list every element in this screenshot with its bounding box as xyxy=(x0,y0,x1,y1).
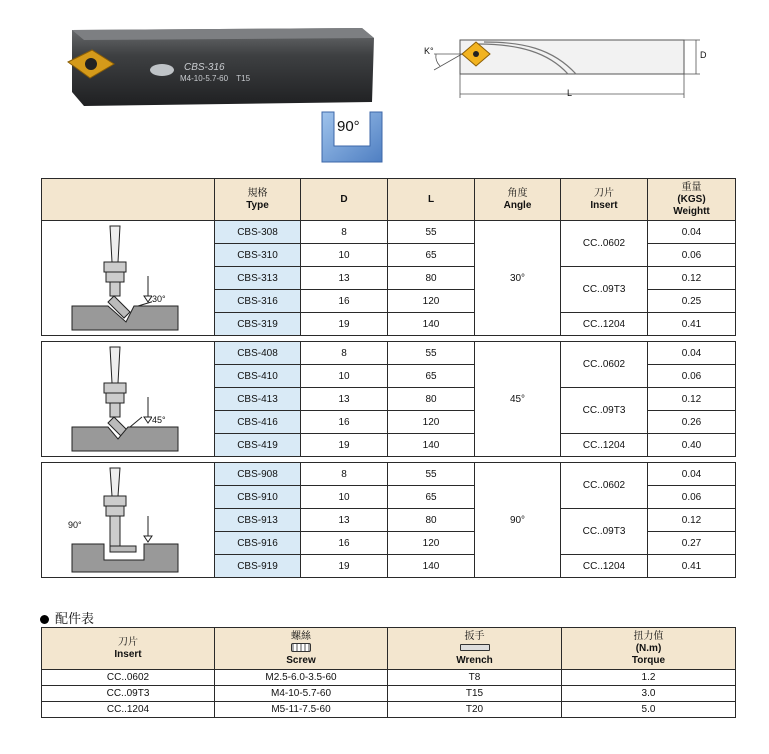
accessory-table xyxy=(41,627,736,718)
insert-cell: CC..09T3 xyxy=(561,267,648,313)
table-row xyxy=(42,342,736,365)
d-cell: 19 xyxy=(301,434,388,457)
weight-cell: 0.06 xyxy=(648,244,736,267)
angle-badge-label: 90° xyxy=(337,118,360,135)
insert-cell: CC..1204 xyxy=(561,313,648,336)
acc-wrench-cell: T15 xyxy=(388,686,562,702)
d-cell: 13 xyxy=(301,509,388,532)
angle-cell: 45° xyxy=(475,342,561,457)
d-label: D xyxy=(700,50,707,60)
type-cell: CBS-416 xyxy=(215,411,301,434)
header-insert: 刀片 Insert xyxy=(561,179,648,221)
weight-cell: 0.12 xyxy=(648,509,736,532)
tool-sublabel xyxy=(180,74,250,83)
acc-insert-cell: CC..1204 xyxy=(42,702,215,718)
type-cell: CBS-908 xyxy=(215,463,301,486)
accessory-row xyxy=(42,702,736,718)
type-cell: CBS-413 xyxy=(215,388,301,411)
angle-badge-icon xyxy=(318,106,386,166)
acc-screw-cell: M2.5-6.0-3.5-60 xyxy=(215,670,388,686)
insert-cell: CC..09T3 xyxy=(561,509,648,555)
acc-insert-cell: CC..09T3 xyxy=(42,686,215,702)
weight-cell: 0.04 xyxy=(648,221,736,244)
l-label: L xyxy=(567,88,573,98)
setup-illustration xyxy=(42,221,215,336)
type-cell: CBS-308 xyxy=(215,221,301,244)
l-cell: 65 xyxy=(388,365,475,388)
l-cell: 65 xyxy=(388,244,475,267)
type-cell: CBS-913 xyxy=(215,509,301,532)
d-cell: 19 xyxy=(301,555,388,578)
spec-table-header xyxy=(42,179,736,221)
d-cell: 10 xyxy=(301,365,388,388)
setup-angle-label: 45° xyxy=(152,415,166,425)
type-cell: CBS-916 xyxy=(215,532,301,555)
acc-wrench-cell: T20 xyxy=(388,702,562,718)
l-cell: 55 xyxy=(388,221,475,244)
d-cell: 8 xyxy=(301,342,388,365)
acc-header-wrench: 扳手 Wrench xyxy=(388,628,562,670)
weight-cell: 0.26 xyxy=(648,411,736,434)
header-type: 規格 Type xyxy=(215,179,301,221)
acc-insert-cell: CC..0602 xyxy=(42,670,215,686)
setup-illustration xyxy=(42,342,215,457)
table-row xyxy=(42,463,736,486)
weight-cell: 0.12 xyxy=(648,267,736,290)
accessory-row xyxy=(42,686,736,702)
header-illustration xyxy=(42,179,215,221)
screw-icon xyxy=(291,643,311,652)
header-weight: 重量 (KGS) Weightt xyxy=(648,179,736,221)
d-cell: 19 xyxy=(301,313,388,336)
type-cell: CBS-408 xyxy=(215,342,301,365)
angle-cell: 90° xyxy=(475,463,561,578)
l-cell: 80 xyxy=(388,388,475,411)
weight-cell: 0.40 xyxy=(648,434,736,457)
type-cell: CBS-310 xyxy=(215,244,301,267)
header-d: D xyxy=(301,179,388,221)
setup-illustration xyxy=(42,463,215,578)
l-cell: 120 xyxy=(388,411,475,434)
insert-cell: CC..1204 xyxy=(561,434,648,457)
insert-cell: CC..09T3 xyxy=(561,388,648,434)
weight-cell: 0.06 xyxy=(648,365,736,388)
d-cell: 10 xyxy=(301,486,388,509)
wrench-icon xyxy=(460,644,490,651)
l-cell: 80 xyxy=(388,267,475,290)
header-l: L xyxy=(388,179,475,221)
acc-header-screw: 螺絲 Screw xyxy=(215,628,388,670)
header-angle: 角度 Angle xyxy=(475,179,561,221)
spec-table xyxy=(41,178,736,578)
d-cell: 16 xyxy=(301,532,388,555)
l-cell: 55 xyxy=(388,342,475,365)
acc-screw-cell: M5-11-7.5-60 xyxy=(215,702,388,718)
l-cell: 140 xyxy=(388,434,475,457)
screw-spec: M4-10-5.7-60 xyxy=(180,74,229,83)
weight-cell: 0.41 xyxy=(648,313,736,336)
l-cell: 65 xyxy=(388,486,475,509)
angle-cell: 30° xyxy=(475,221,561,336)
type-cell: CBS-319 xyxy=(215,313,301,336)
weight-cell: 0.06 xyxy=(648,486,736,509)
l-cell: 80 xyxy=(388,509,475,532)
weight-cell: 0.04 xyxy=(648,463,736,486)
weight-cell: 0.25 xyxy=(648,290,736,313)
acc-torque-cell: 5.0 xyxy=(562,702,736,718)
setup-angle-label: 90° xyxy=(68,520,82,530)
insert-cell: CC..0602 xyxy=(561,463,648,509)
k-angle-label: K° xyxy=(424,46,434,56)
setup-angle-label: 30° xyxy=(152,294,166,304)
type-cell: CBS-316 xyxy=(215,290,301,313)
acc-screw-cell: M4-10-5.7-60 xyxy=(215,686,388,702)
weight-cell: 0.27 xyxy=(648,532,736,555)
insert-cell: CC..0602 xyxy=(561,342,648,388)
bullet-icon xyxy=(40,615,49,624)
l-cell: 55 xyxy=(388,463,475,486)
insert-cell: CC..1204 xyxy=(561,555,648,578)
weight-cell: 0.41 xyxy=(648,555,736,578)
acc-torque-cell: 3.0 xyxy=(562,686,736,702)
acc-header-insert: 刀片 Insert xyxy=(42,628,215,670)
insert-cell: CC..0602 xyxy=(561,221,648,267)
d-cell: 8 xyxy=(301,221,388,244)
d-cell: 10 xyxy=(301,244,388,267)
type-cell: CBS-910 xyxy=(215,486,301,509)
type-cell: CBS-919 xyxy=(215,555,301,578)
tool-label: CBS-316 xyxy=(184,62,225,73)
accessory-title: 配件表 xyxy=(40,608,94,627)
l-cell: 140 xyxy=(388,555,475,578)
d-cell: 8 xyxy=(301,463,388,486)
wrench-spec: T15 xyxy=(236,74,251,83)
d-cell: 16 xyxy=(301,290,388,313)
d-cell: 13 xyxy=(301,267,388,290)
l-cell: 120 xyxy=(388,532,475,555)
type-cell: CBS-410 xyxy=(215,365,301,388)
d-cell: 16 xyxy=(301,411,388,434)
d-cell: 13 xyxy=(301,388,388,411)
weight-cell: 0.12 xyxy=(648,388,736,411)
acc-header-torque: 扭力值 (N.m) Torque xyxy=(562,628,736,670)
table-row xyxy=(42,221,736,244)
accessory-table-header xyxy=(42,628,736,670)
l-cell: 120 xyxy=(388,290,475,313)
acc-torque-cell: 1.2 xyxy=(562,670,736,686)
l-cell: 140 xyxy=(388,313,475,336)
type-cell: CBS-313 xyxy=(215,267,301,290)
weight-cell: 0.04 xyxy=(648,342,736,365)
accessory-row xyxy=(42,670,736,686)
acc-wrench-cell: T8 xyxy=(388,670,562,686)
type-cell: CBS-419 xyxy=(215,434,301,457)
